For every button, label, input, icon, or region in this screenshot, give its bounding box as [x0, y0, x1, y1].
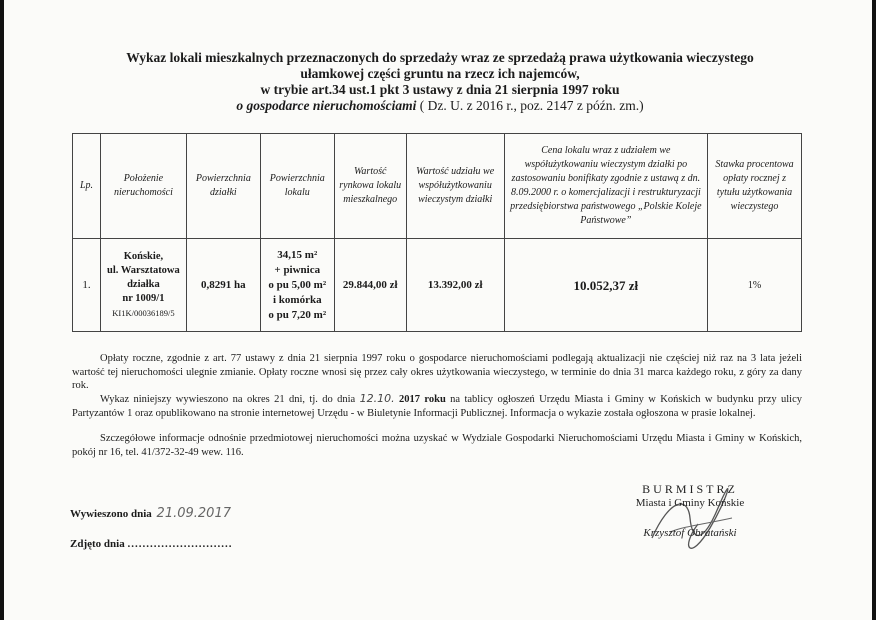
removed-date-dots: ............................: [127, 538, 233, 550]
stamp-subtitle: Miasta i Gminy Końskie: [635, 497, 745, 509]
scan-edge-right: [872, 0, 876, 620]
unit-area-line: 34,15 m²: [277, 248, 318, 261]
header-price: Cena lokalu wraz z udziałem we współużytkowaniu wieczystym działki po zastosowaniu bonifikaty zgodnie z ustawą z dn. 8.09.2000 r. o komercjalizacji i restrukturyzacji przedsiębiorstwa państwowego „Polskie Koleje Państwowe”: [504, 134, 707, 239]
scan-edge-left: [0, 0, 4, 620]
cell-rate: 1%: [708, 239, 802, 332]
paragraph-annual-fees: [72, 352, 802, 393]
cell-plot-area: 0,8291 ha: [186, 239, 260, 332]
cell-unit-area: [260, 239, 334, 332]
cell-price: 10.052,37 zł: [504, 239, 707, 332]
handwritten-deadline: 12.10.: [359, 392, 395, 405]
heading-line-3: w trybie art.34 ust.1 pkt 3 ustawy z dnia 21 sierpnia 1997 roku: [260, 82, 620, 97]
mayor-stamp: [610, 482, 770, 540]
cell-location: [100, 239, 186, 332]
paragraph-contact: [72, 432, 802, 459]
location-line: nr 1009/1: [122, 293, 165, 304]
unit-area-line: + piwnica: [274, 263, 321, 276]
header-location: Położenie nieruchomości: [100, 134, 186, 239]
document-heading: [90, 50, 790, 114]
posting-text-a: Wykaz niniejszy wywieszono na okres 21 dni, tj. do dnia: [100, 394, 360, 405]
heading-line-2: ułamkowej części gruntu na rzecz ich najemców,: [300, 66, 580, 81]
header-share-value: Wartość udziału we współużytkowaniu wieczystym działki: [406, 134, 504, 239]
posting-text-b: na tablicy ogłoszeń Urzędu Miasta i Gminy w Końskich w budynku przy ulicy Partyzantów 1 oraz opublikowano na stronie internetowej Urzędu - w Biuletynie Informacji Publicznej. Informacja o wykazie została ogłoszona w prasie lokalnej.: [72, 394, 803, 419]
posted-date-row: [70, 506, 231, 521]
location-line: ul. Warsztatowa: [107, 265, 180, 276]
paragraph-contact-text: Szczegółowe informacje odnośnie przedmiotowej nieruchomości można uzyskać w Wydziale Gospodarki Nieruchomościami Urzędu Miasta i Gminy w Końskich, pokój nr 16, tel. 41/372-32-49 wew. 116.: [72, 433, 802, 458]
location-line: działka: [127, 279, 160, 290]
table-header-row: [73, 134, 802, 239]
header-unit-area: Powierzchnia lokalu: [260, 134, 334, 239]
posted-label: Wywieszono dnia: [70, 508, 152, 520]
posting-year: 2017 roku: [394, 394, 446, 405]
cell-market-value: 29.844,00 zł: [334, 239, 406, 332]
header-lp: Lp.: [73, 134, 101, 239]
header-market-value: Wartość rynkowa lokalu mieszkalnego: [334, 134, 406, 239]
removed-date-row: [70, 538, 232, 550]
heading-line-1: Wykaz lokali mieszkalnych przeznaczonych do sprzedaży wraz ze sprzedażą prawa użytkowania wieczystego: [126, 50, 754, 65]
posted-date-handwritten: 21.09.2017: [156, 506, 231, 521]
stamp-title: BURMISTRZ: [642, 482, 738, 496]
land-register-number: KI1K/00036189/5: [112, 308, 175, 318]
stamp-name: Krzysztof Obratański: [643, 527, 737, 539]
paragraph-annual-fees-text: Opłaty roczne, zgodnie z art. 77 ustawy z dnia 21 sierpnia 1997 roku o gospodarce nieruchomościami podlegają aktualizacji nie częściej niż raz na 3 lata jeżeli wartość tej nieruchomości ulegnie zmianie. Opłaty roczne wnosi się przez cały okres użytkowania wieczystego, w terminie do dnia 31 marca każdego roku, z góry za dany rok.: [72, 353, 802, 391]
unit-area-line: o pu 5,00 m²: [268, 278, 327, 291]
heading-act-title: o gospodarce nieruchomościami: [236, 98, 417, 113]
cell-share-value: 13.392,00 zł: [406, 239, 504, 332]
unit-area-line: i komórka: [272, 293, 322, 306]
paragraph-posting: [72, 392, 802, 420]
header-rate: Stawka procentowa opłaty rocznej z tytułu użytkowania wieczystego: [708, 134, 802, 239]
heading-act-reference: ( Dz. U. z 2016 r., poz. 2147 z późn. zm.): [416, 98, 644, 113]
cell-lp: 1.: [73, 239, 101, 332]
property-table: [72, 133, 802, 332]
table-row: [73, 239, 802, 332]
header-plot-area: Powierzchnia działki: [186, 134, 260, 239]
unit-area-line: o pu 7,20 m²: [268, 308, 327, 321]
removed-label: Zdjęto dnia: [70, 538, 125, 550]
location-line: Końskie,: [123, 251, 164, 262]
heading-line-4: [90, 98, 790, 114]
